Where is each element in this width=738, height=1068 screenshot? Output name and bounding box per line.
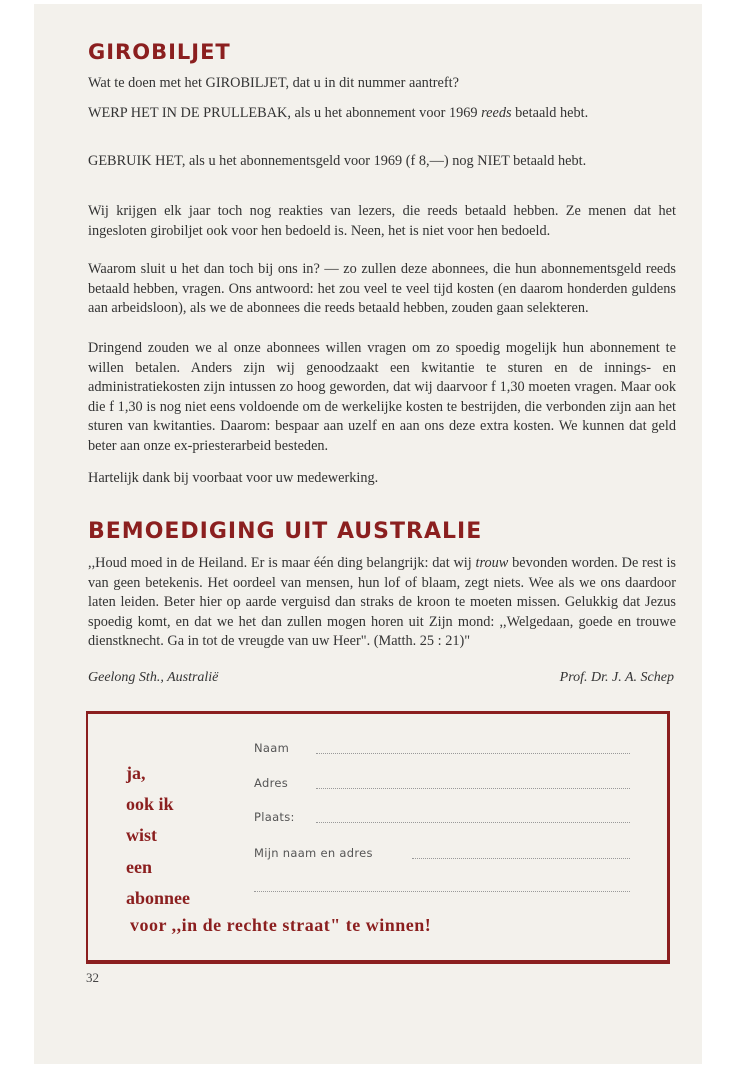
form-line-5: abonnee <box>126 888 191 908</box>
quote-paragraph <box>88 554 676 652</box>
paragraph-4: Wij krijgen elk jaar toch nog reakties van lezers, die reeds betaald hebben. Ze menen dat het ingesloten girobiljet ook voor hen bedoeld is. Neen, het is niet voor hen bedoeld. <box>88 203 676 239</box>
form-line-1: ja, <box>126 763 146 783</box>
name-label: Naam <box>254 741 290 755</box>
form-line-4: een <box>126 857 152 877</box>
page-number: 32 <box>86 970 99 985</box>
own-address-field-line-2[interactable] <box>254 891 630 892</box>
quote-italic: trouw <box>475 555 509 571</box>
paragraph-5: Waarom sluit u het dan toch bij ons in? — zo zullen deze abonnees, die hun abonnementsgeld reeds betaald hebben, vragen. Ons antwoord: het zou veel te veel tijd kosten (en daarom honderden guldens aan arbeidsloon), als we de abonnees die reeds betaald hebben, zouden gaan selekteren. <box>88 261 676 316</box>
heading-bemoediging: BEMOEDIGING UIT AUSTRALIE <box>88 519 483 544</box>
paragraph-6: Dringend zouden we al onze abonnees willen vragen om zo spoedig mogelijk hun abonnement te willen betalen. Anders zijn wij genoodzaakt een kwitantie te sturen en de innings- en administratiekosten zijn intussen zo hoog geworden, dat wij daarvoor f 1,30 moeten vragen. Maar ook die f 1,30 is nog niet eens voldoende om de werkelijke kosten te bestrijden, die verbonden zijn aan het sturen van kwitanties. Daarom: bespaar aan uzelf en aan ons deze extra kosten. We kunnen dat geld beter aan onze ex-priesterarbeid besteden. <box>88 340 676 454</box>
signature-location: Geelong Sth., Australië <box>88 670 219 685</box>
heading-girobiljet: GIROBILJET <box>88 40 231 64</box>
quote-text: ,,Houd moed in de Heiland. Er is maar één ding belangrijk: dat wij <box>88 555 476 571</box>
paragraph-7: Hartelijk dank bij voorbaat voor uw medewerking. <box>88 470 379 486</box>
paragraph-3: GEBRUIK HET, als u het abonnementsgeld voor 1969 (f 8,—) nog NIET betaald hebt. <box>88 153 587 169</box>
paragraph-2-text: WERP HET IN DE PRULLEBAK, als u het abonnement voor 1969 <box>88 105 482 121</box>
paragraph-2-end: betaald hebt. <box>511 105 589 121</box>
quote-text-end: bevonden worden. De rest is van geen betekenis. Het oordeel van mensen, hun lof of blaam, zegt niets. Wee als we ons daardoor laten leiden. Beter hier op aarde verguisd dan straks de kroon te moeten missen. Gelukkig dat Jezus spoedig komt, en dat we het dan zullen mogen horen uit Zijn mond: ,,Welgedaan, goede en trouwe dienstknecht. Ga in tot de vreugde van uw Heer". (Matth. 25 : 21)" <box>88 555 676 649</box>
place-label: Plaats: <box>254 810 295 824</box>
form-line-3: wist <box>126 825 157 845</box>
place-field[interactable] <box>316 822 630 823</box>
name-field[interactable] <box>316 753 630 754</box>
paragraph-2 <box>88 104 676 124</box>
own-address-label: Mijn naam en adres <box>254 846 373 860</box>
signature-author: Prof. Dr. J. A. Schep <box>559 670 674 685</box>
paragraph-2-italic: reeds <box>481 105 512 121</box>
form-line-2: ook ik <box>126 794 174 814</box>
paragraph-1: Wat te doen met het GIROBILJET, dat u in dit nummer aantreft? <box>88 75 459 91</box>
own-address-field[interactable] <box>412 858 630 859</box>
address-label: Adres <box>254 776 289 790</box>
address-field[interactable] <box>316 788 630 789</box>
form-slogan: voor ,,in de rechte straat" te winnen! <box>130 915 432 935</box>
